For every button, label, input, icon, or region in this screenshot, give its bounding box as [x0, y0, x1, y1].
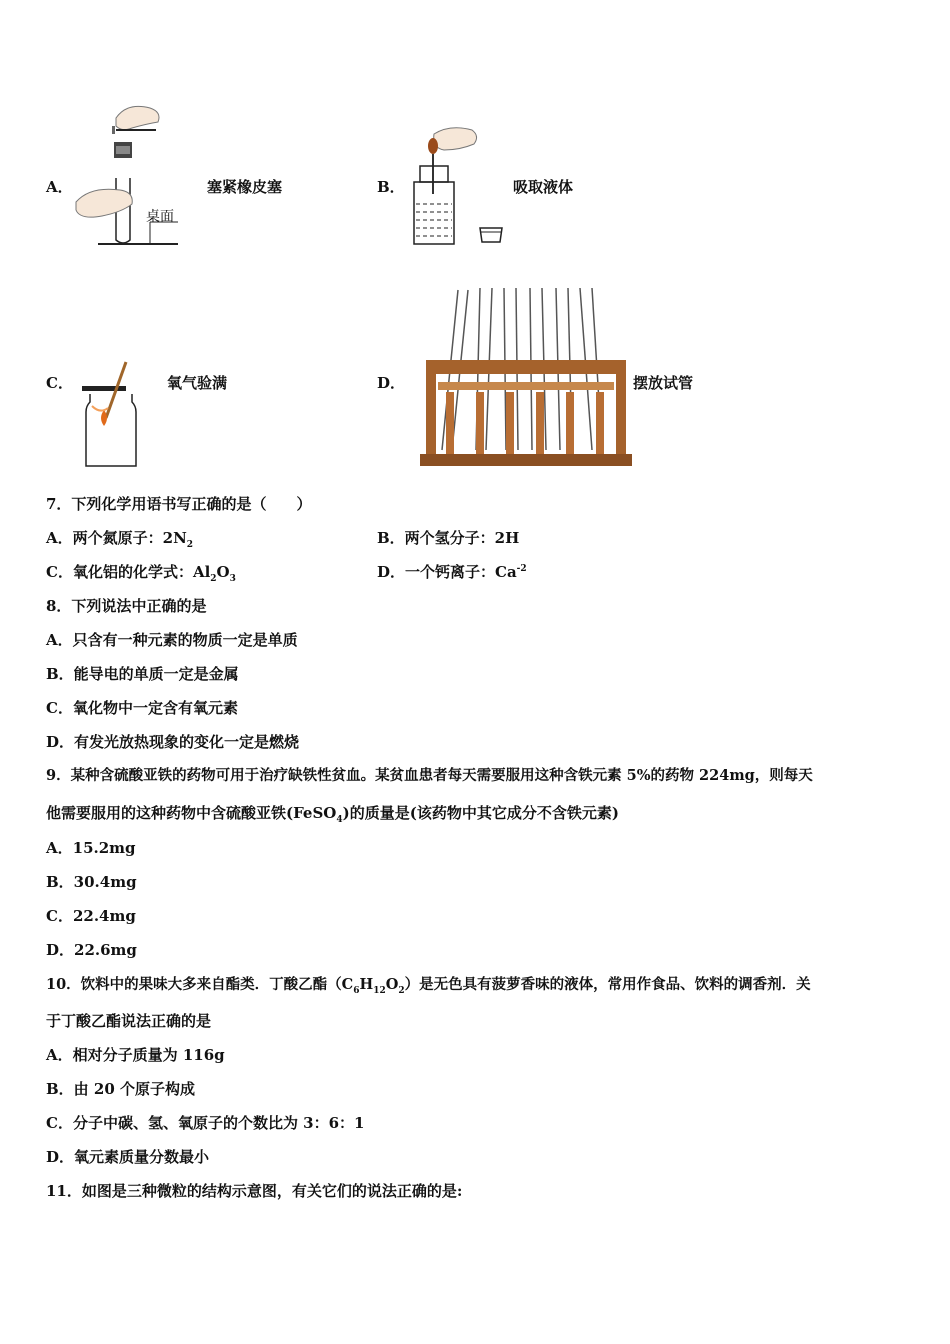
q9-option-b: B．30.4mg [46, 873, 137, 891]
q10-stem-line1: 10．饮料中的果味大多来自酯类．丁酸乙酯$(C_6H_{12}O_2)$是无色具有菠萝香味的液体，常用作食品、饮料的调香剂．关 [46, 976, 811, 996]
q9-stem-line2: 他需要服用的这种药物中含硫酸亚铁(FeSO$_4$)的质量是(该药物中其它成分不含铁元素) [46, 804, 619, 825]
q7-stem: 7．下列化学用语书写正确的是（ ） [46, 495, 312, 513]
option-c-letter: C． [46, 374, 73, 392]
option-a-letter: A． [46, 178, 73, 196]
q8-option-b: B．能导电的单质一定是金属 [46, 665, 239, 683]
q7-option-d: D．一个钙离子：$Ca^{-2}$ [377, 563, 527, 581]
q8-option-a: A．只含有一种元素的物质一定是单质 [46, 631, 298, 649]
q9-option-a: A．15.2mg [46, 839, 136, 857]
q10-option-a: A．相对分子质量为 116g [46, 1046, 225, 1064]
stopper-insertion-figure [72, 100, 182, 250]
option-b-letter: B． [377, 178, 405, 196]
q7-option-a: A．两个氮原子：$2N_2$ [46, 529, 194, 550]
oxygen-test-figure [80, 358, 150, 470]
option-c-label: 氧气验满 [167, 374, 228, 392]
q7-option-c: C．氧化铝的化学式：$Al_2O_3$ [46, 563, 236, 584]
q9-option-c: C．22.4mg [46, 907, 136, 925]
q7-option-b: B．两个氢分子：2H [377, 529, 520, 547]
test-tube-rack-figure [420, 282, 632, 468]
desk-label: 桌面 [146, 209, 174, 225]
q11-stem: 11．如图是三种微粒的结构示意图，有关它们的说法正确的是: [46, 1182, 463, 1200]
q10-option-d: D．氧元素质量分数最小 [46, 1148, 210, 1166]
q8-stem: 8．下列说法中正确的是 [46, 597, 207, 615]
q10-stem-line2: 于丁酸乙酯说法正确的是 [46, 1012, 212, 1030]
option-a-label: 塞紧橡皮塞 [207, 178, 283, 196]
q8-option-c: C．氧化物中一定含有氧元素 [46, 699, 238, 717]
option-b-label: 吸取液体 [513, 178, 574, 196]
q8-option-d: D．有发光放热现象的变化一定是燃烧 [46, 733, 300, 751]
option-d-label: 摆放试管 [633, 374, 694, 392]
q10-option-c: C．分子中碳、氢、氧原子的个数比为 3：6：1 [46, 1114, 365, 1132]
q9-option-d: D．22.6mg [46, 941, 137, 959]
q9-stem-line1: 9．某种含硫酸亚铁的药物可用于治疗缺铁性贫血。某贫血患者每天需要服用这种含铁元素 5%的药物 224mg，则每天 [46, 767, 813, 784]
q10-option-b: B．由 20 个原子构成 [46, 1080, 195, 1098]
option-d-letter: D． [377, 374, 406, 392]
